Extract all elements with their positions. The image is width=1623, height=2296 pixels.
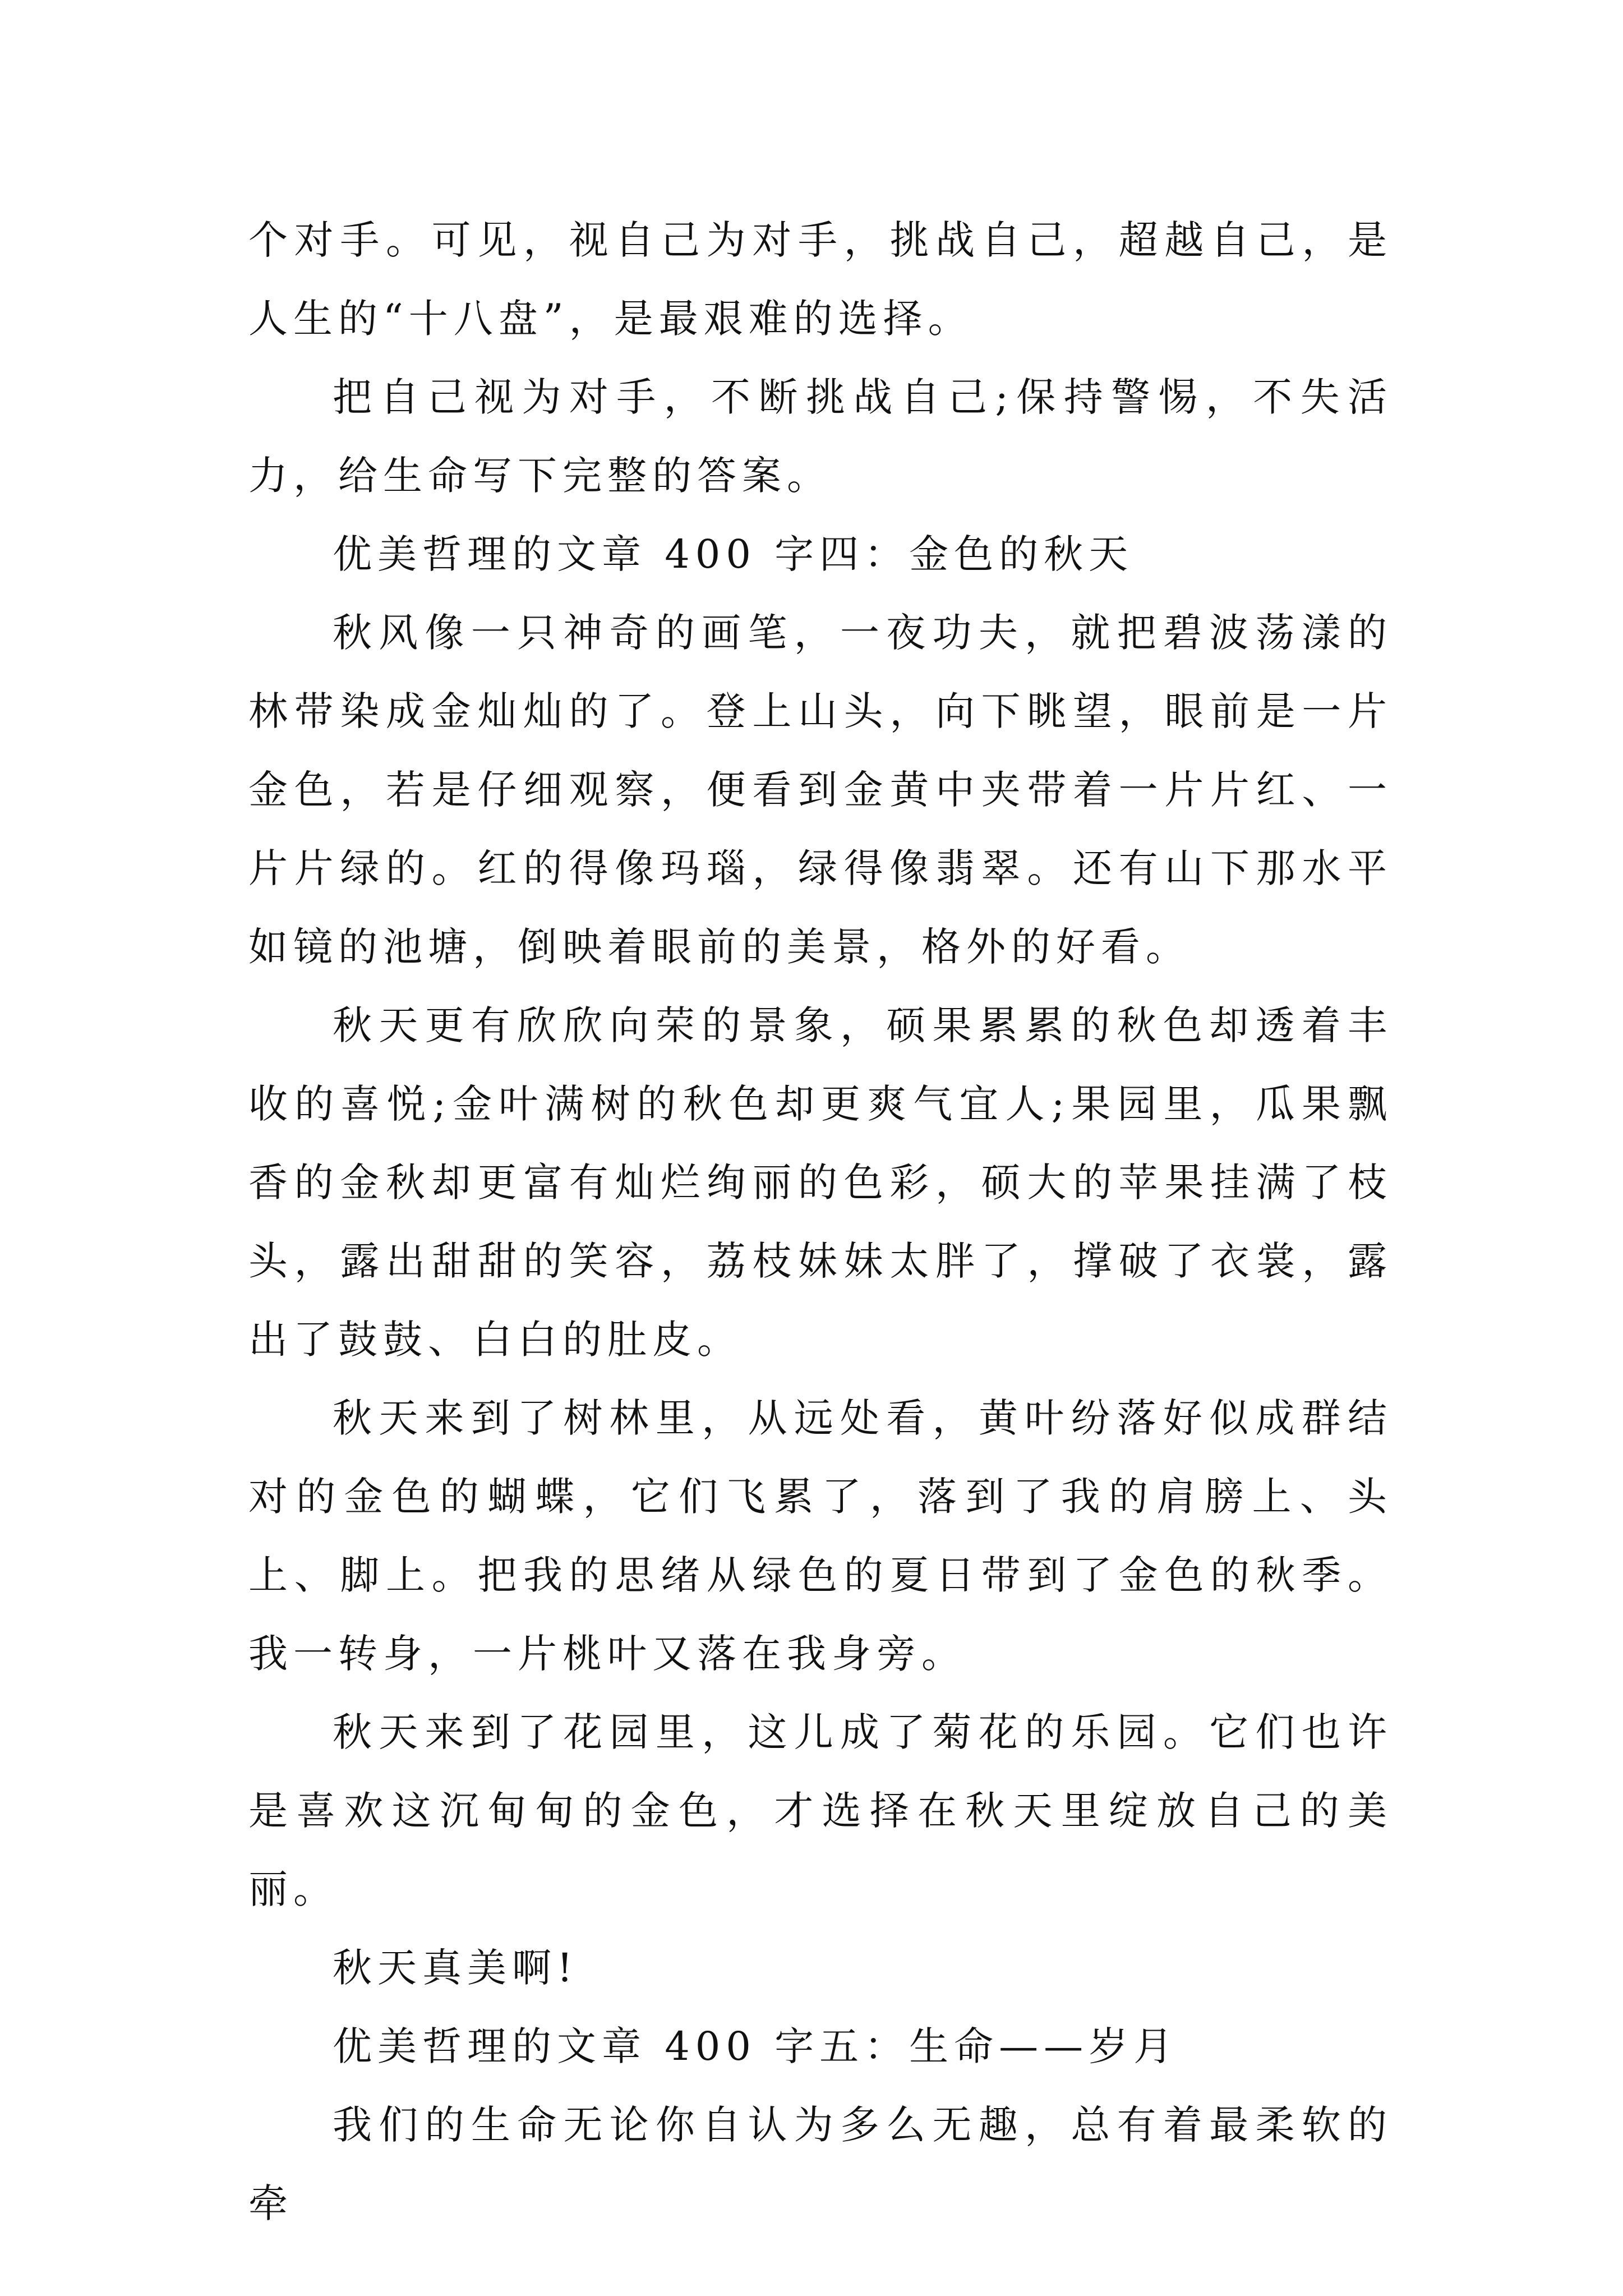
paragraph: 秋天更有欣欣向荣的景象，硕果累累的秋色却透着丰收的喜悦;金叶满树的秋色却更爽气宜人;果园里，瓜果飘香的金秋却更富有灿烂绚丽的色彩，硕大的苹果挂满了枝头，露出甜甜的笑容，荔枝妹妹太胖了，撑破了衣裳，露出了鼓鼓、白白的肚皮。 (248, 1002, 1393, 1363)
paragraph-continued: 个对手。可见，视自己为对手，挑战自己，超越自己，是人生的“十八盘”，是最艰难的选择。 (248, 217, 1393, 342)
paragraph: 秋天来到了花园里，这儿成了菊花的乐园。它们也许是喜欢这沉甸甸的金色，才选择在秋天里绽放自己的美丽。 (248, 1709, 1393, 1912)
section-heading: 优美哲理的文章 400 字四：金色的秋天 (333, 531, 1134, 577)
section-heading: 优美哲理的文章 400 字五：生命——岁月 (333, 2023, 1179, 2069)
paragraph: 秋天真美啊! (333, 1945, 579, 1991)
paragraph: 我们的生命无论你自认为多么无趣，总有着最柔软的牵 (248, 2102, 1393, 2226)
paragraph: 把自己视为对手，不断挑战自己;保持警惕，不失活力，给生命写下完整的答案。 (248, 374, 1393, 499)
paragraph: 秋天来到了树林里，从远处看，黄叶纷落好似成群结对的金色的蝴蝶，它们飞累了，落到了我的肩膀上、头上、脚上。把我的思绪从绿色的夏日带到了金色的秋季。我一转身，一片桃叶又落在我身旁。 (248, 1395, 1393, 1677)
paragraph: 秋风像一只神奇的画笔，一夜功夫，就把碧波荡漾的林带染成金灿灿的了。登上山头，向下眺望，眼前是一片金色，若是仔细观察，便看到金黄中夹带着一片片红、一片片绿的。红的得像玛瑙，绿得像翡翠。还有山下那水平如镜的池塘，倒映着眼前的美景，格外的好看。 (248, 610, 1393, 970)
article-body (248, 201, 1393, 2243)
